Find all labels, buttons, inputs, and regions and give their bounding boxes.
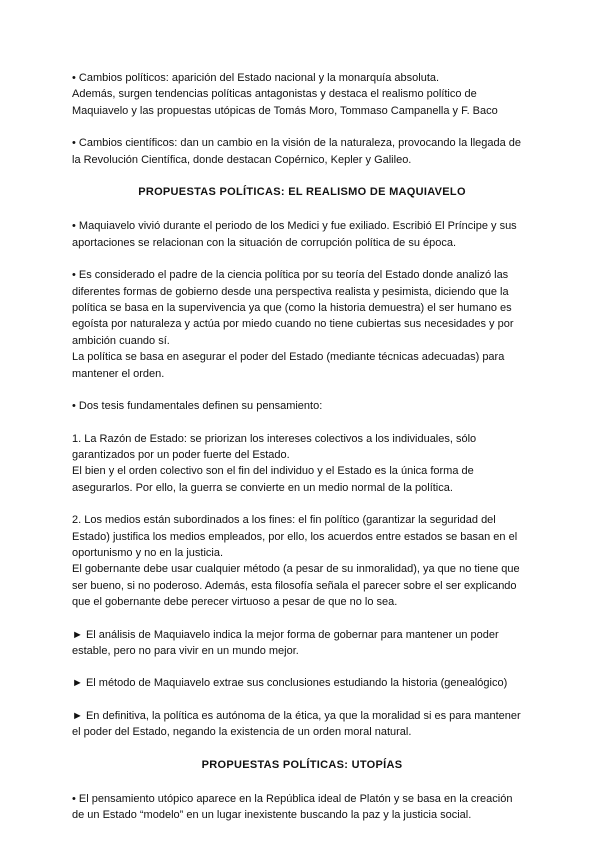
text-line: ► El método de Maquiavelo extrae sus conclusiones estudiando la historia (genealógico) bbox=[72, 677, 508, 690]
maquiavelo-bio-paragraph bbox=[72, 218, 532, 251]
analysis-arrow-paragraph bbox=[72, 627, 532, 660]
section-heading-utopias: PROPUESTAS POLÍTICAS: UTOPÍAS bbox=[201, 758, 403, 771]
conclusion-arrow-paragraph bbox=[72, 708, 532, 741]
text-line: mantener el orden. bbox=[72, 367, 165, 380]
text-line: • Es considerado el padre de la ciencia política por su teoría del Estado donde analizó las bbox=[72, 269, 509, 282]
text-line: Estado) justifica los medios empleados, por ello, los acuerdos entre estados se basan en el bbox=[72, 530, 518, 543]
text-line: ► En definitiva, la política es autónoma de la ética, ya que la moralidad si es para mantener bbox=[72, 709, 521, 722]
text-line: estable, pero no para vivir en un mundo mejor. bbox=[72, 644, 299, 657]
text-line: aportaciones se relacionan con la situación de corrupción política de su época. bbox=[72, 236, 457, 249]
text-line: ser bueno, si no poderoso. Además, esta filosofía señala el parecer sobre el ser explicando bbox=[72, 579, 517, 592]
text-line: Además, surgen tendencias políticas antagonistas y destaca el realismo político de bbox=[72, 88, 477, 101]
text-line: 1. La Razón de Estado: se priorizan los intereses colectivos a los individuales, sólo bbox=[72, 432, 477, 445]
text-line: 2. Los medios están subordinados a los fines: el fin político (garantizar la seguridad del bbox=[72, 514, 496, 527]
political-changes-paragraph bbox=[72, 70, 532, 119]
thesis-one-paragraph bbox=[72, 431, 532, 497]
text-line: política se basa en la supervivencia ya que (como la historia demuestra) el ser humano es bbox=[72, 302, 512, 315]
text-line: oportunismo y no en la justicia. bbox=[72, 546, 224, 559]
text-line: diferentes formas de gobierno desde una perspectiva realista y pesimista, diciendo que la bbox=[72, 285, 509, 298]
method-arrow-paragraph bbox=[72, 675, 532, 691]
text-line: de un Estado “modelo” en un lugar inexistente buscando la paz y la justicia social. bbox=[72, 809, 472, 822]
thesis-two-paragraph bbox=[72, 512, 532, 610]
text-line: Maquiavelo y las propuestas utópicas de Tomás Moro, Tommaso Campanella y F. Baco bbox=[72, 104, 498, 117]
text-line: ambición cuando sí. bbox=[72, 334, 170, 347]
text-line: el poder del Estado, negando la existencia de un orden moral natural. bbox=[72, 726, 412, 739]
text-line: • El pensamiento utópico aparece en la República ideal de Platón y se basa en la creación bbox=[72, 793, 513, 805]
text-line: • Cambios científicos: dan un cambio en la visión de la naturaleza, provocando la llegada de bbox=[72, 137, 522, 150]
two-theses-paragraph bbox=[72, 398, 532, 414]
text-line: ► El análisis de Maquiavelo indica la mejor forma de gobernar para mantener un poder bbox=[72, 628, 499, 641]
text-line: que el gobernante debe perecer virtuoso a pesar de que no lo sea. bbox=[72, 596, 398, 609]
text-line: El gobernante debe usar cualquier método (a pesar de su inmoralidad), ya que no tiene que bbox=[72, 563, 520, 576]
text-line: • Cambios políticos: aparición del Estado nacional y la monarquía absoluta. bbox=[72, 72, 440, 84]
text-line: • Dos tesis fundamentales definen su pensamiento: bbox=[72, 400, 323, 413]
political-science-paragraph bbox=[72, 267, 532, 382]
text-line: El bien y el orden colectivo son el fin del individuo y el Estado es la única forma de bbox=[72, 465, 474, 478]
section-heading-realismo: PROPUESTAS POLÍTICAS: EL REALISMO DE MAQUIAVELO bbox=[138, 186, 466, 199]
scientific-changes-paragraph bbox=[72, 135, 532, 168]
text-line: asegurarlos. Por ello, la guerra se convierte en un medio normal de la política. bbox=[72, 481, 453, 494]
text-line: la Revolución Científica, donde destacan Copérnico, Kepler y Galileo. bbox=[72, 153, 412, 166]
text-line: egoísta por naturaleza y actúa por miedo cuando no tiene cubiertas sus necesidades y por bbox=[72, 318, 514, 331]
text-line: • Maquiavelo vivió durante el periodo de los Medici y fue exiliado. Escribió El Príncipe y sus bbox=[72, 220, 517, 233]
utopian-thought-paragraph bbox=[72, 791, 532, 824]
document-page bbox=[72, 70, 532, 840]
text-line: La política se basa en asegurar el poder del Estado (mediante técnicas adecuadas) para bbox=[72, 351, 505, 364]
text-line: garantizados por un poder fuerte del Estado. bbox=[72, 448, 290, 461]
